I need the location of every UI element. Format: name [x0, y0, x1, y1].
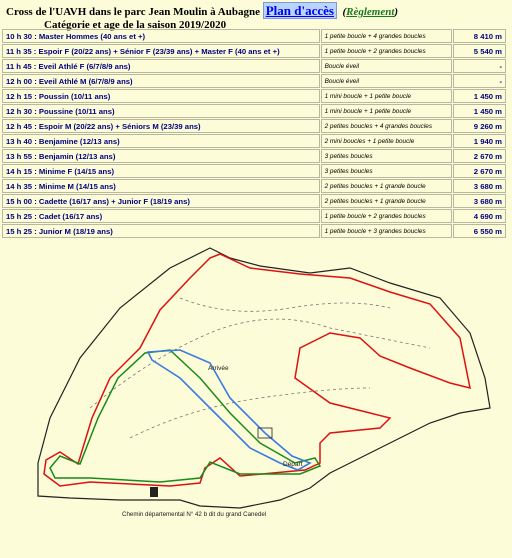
plan-acces-link[interactable]: Plan d'accès — [263, 2, 337, 19]
distance-cell: - — [453, 74, 506, 88]
loops-cell: Boucle éveil — [321, 59, 452, 73]
reglement-wrapper: (Règlement) — [339, 6, 399, 18]
schedule-row — [2, 104, 506, 118]
header-line — [6, 3, 506, 19]
schedule-row — [2, 119, 506, 133]
schedule-row — [2, 44, 506, 58]
schedule-row — [2, 89, 506, 103]
page-title: Cross de l'UAVH dans le parc Jean Moulin à Aubagne — [6, 6, 260, 18]
distance-cell: 2 670 m — [453, 164, 506, 178]
depart-label: Départ — [283, 461, 303, 468]
schedule-row — [2, 164, 506, 178]
reglement-link[interactable]: Règlement — [346, 6, 395, 18]
schedule-row — [2, 134, 506, 148]
race-cell: 15 h 25 : Cadet (16/17 ans) — [2, 209, 320, 223]
race-cell: 11 h 45 : Eveil Athlé F (6/7/8/9 ans) — [2, 59, 320, 73]
distance-cell: 8 410 m — [453, 29, 506, 43]
loops-cell: 1 petite boucle + 2 grandes boucles — [321, 209, 452, 223]
arrivee-label: Arrivée — [208, 365, 229, 372]
schedule-row — [2, 149, 506, 163]
schedule-row — [2, 224, 506, 238]
distance-cell: 2 670 m — [453, 149, 506, 163]
race-cell: 13 h 55 : Benjamin (12/13 ans) — [2, 149, 320, 163]
loops-cell: 1 mini boucle + 1 petite boucle — [321, 104, 452, 118]
race-cell: 14 h 35 : Minime M (14/15 ans) — [2, 179, 320, 193]
distance-cell: - — [453, 59, 506, 73]
race-cell: 12 h 30 : Poussine (10/11 ans) — [2, 104, 320, 118]
course-map — [30, 238, 506, 548]
page-header — [6, 3, 506, 31]
road-label: Chemin départemental N° 42 b dit du grand Canedel — [122, 511, 267, 518]
race-cell: 12 h 15 : Poussin (10/11 ans) — [2, 89, 320, 103]
schedule-row — [2, 29, 506, 43]
schedule-table — [1, 28, 507, 239]
loops-cell: 3 petites boucles — [321, 164, 452, 178]
page-subtitle: Catégorie et age de la saison 2019/2020 — [44, 19, 227, 31]
race-cell: 15 h 00 : Cadette (16/17 ans) + Junior F (18/19 ans) — [2, 194, 320, 208]
loops-cell: 2 petites boucles + 1 grande boucle — [321, 179, 452, 193]
distance-cell: 9 260 m — [453, 119, 506, 133]
loops-cell: 2 petites boucles + 4 grandes boucles — [321, 119, 452, 133]
race-cell: 13 h 40 : Benjamine (12/13 ans) — [2, 134, 320, 148]
schedule-row — [2, 74, 506, 88]
loops-cell: 1 petite boucle + 4 grandes boucles — [321, 29, 452, 43]
legend-mini: Mini Boucle — [446, 242, 486, 251]
distance-cell: 4 690 m — [453, 209, 506, 223]
distance-cell: 1 940 m — [453, 134, 506, 148]
loops-cell: 1 mini boucle + 1 petite boucle — [321, 89, 452, 103]
race-cell: 10 h 30 : Master Hommes (40 ans et +) — [2, 29, 320, 43]
race-cell: 11 h 35 : Espoir F (20/22 ans) + Sénior F (23/39 ans) + Master F (40 ans et +) — [2, 44, 320, 58]
building — [150, 487, 158, 497]
schedule-row — [2, 179, 506, 193]
distance-cell: 1 450 m — [453, 104, 506, 118]
loops-cell: 3 petites boucles — [321, 149, 452, 163]
loops-cell: 1 petite boucle + 2 grandes boucles — [321, 44, 452, 58]
loops-cell: 2 petites boucles + 1 grande boucle — [321, 194, 452, 208]
distance-cell: 5 540 m — [453, 44, 506, 58]
distance-cell: 3 680 m — [453, 179, 506, 193]
schedule-row — [2, 194, 506, 208]
legend-petite: PetiteBoucle — [444, 252, 488, 261]
schedule-row — [2, 59, 506, 73]
loops-cell: Boucle éveil — [321, 74, 452, 88]
race-cell: 14 h 15 : Minime F (14/15 ans) — [2, 164, 320, 178]
distance-cell: 3 680 m — [453, 194, 506, 208]
race-cell: 15 h 25 : Junior M (18/19 ans) — [2, 224, 320, 238]
legend-grande: GrandeBoucle — [442, 262, 490, 271]
distance-cell: 1 450 m — [453, 89, 506, 103]
park-boundary — [38, 248, 490, 508]
loops-cell: 1 petite boucle + 3 grandes boucles — [321, 224, 452, 238]
race-cell: 12 h 00 : Eveil Athlé M (6/7/8/9 ans) — [2, 74, 320, 88]
race-cell: 12 h 45 : Espoir M (20/22 ans) + Séniors M (23/39 ans) — [2, 119, 320, 133]
loops-cell: 2 mini boucles + 1 petite boucle — [321, 134, 452, 148]
schedule-row — [2, 209, 506, 223]
distance-cell: 6 550 m — [453, 224, 506, 238]
